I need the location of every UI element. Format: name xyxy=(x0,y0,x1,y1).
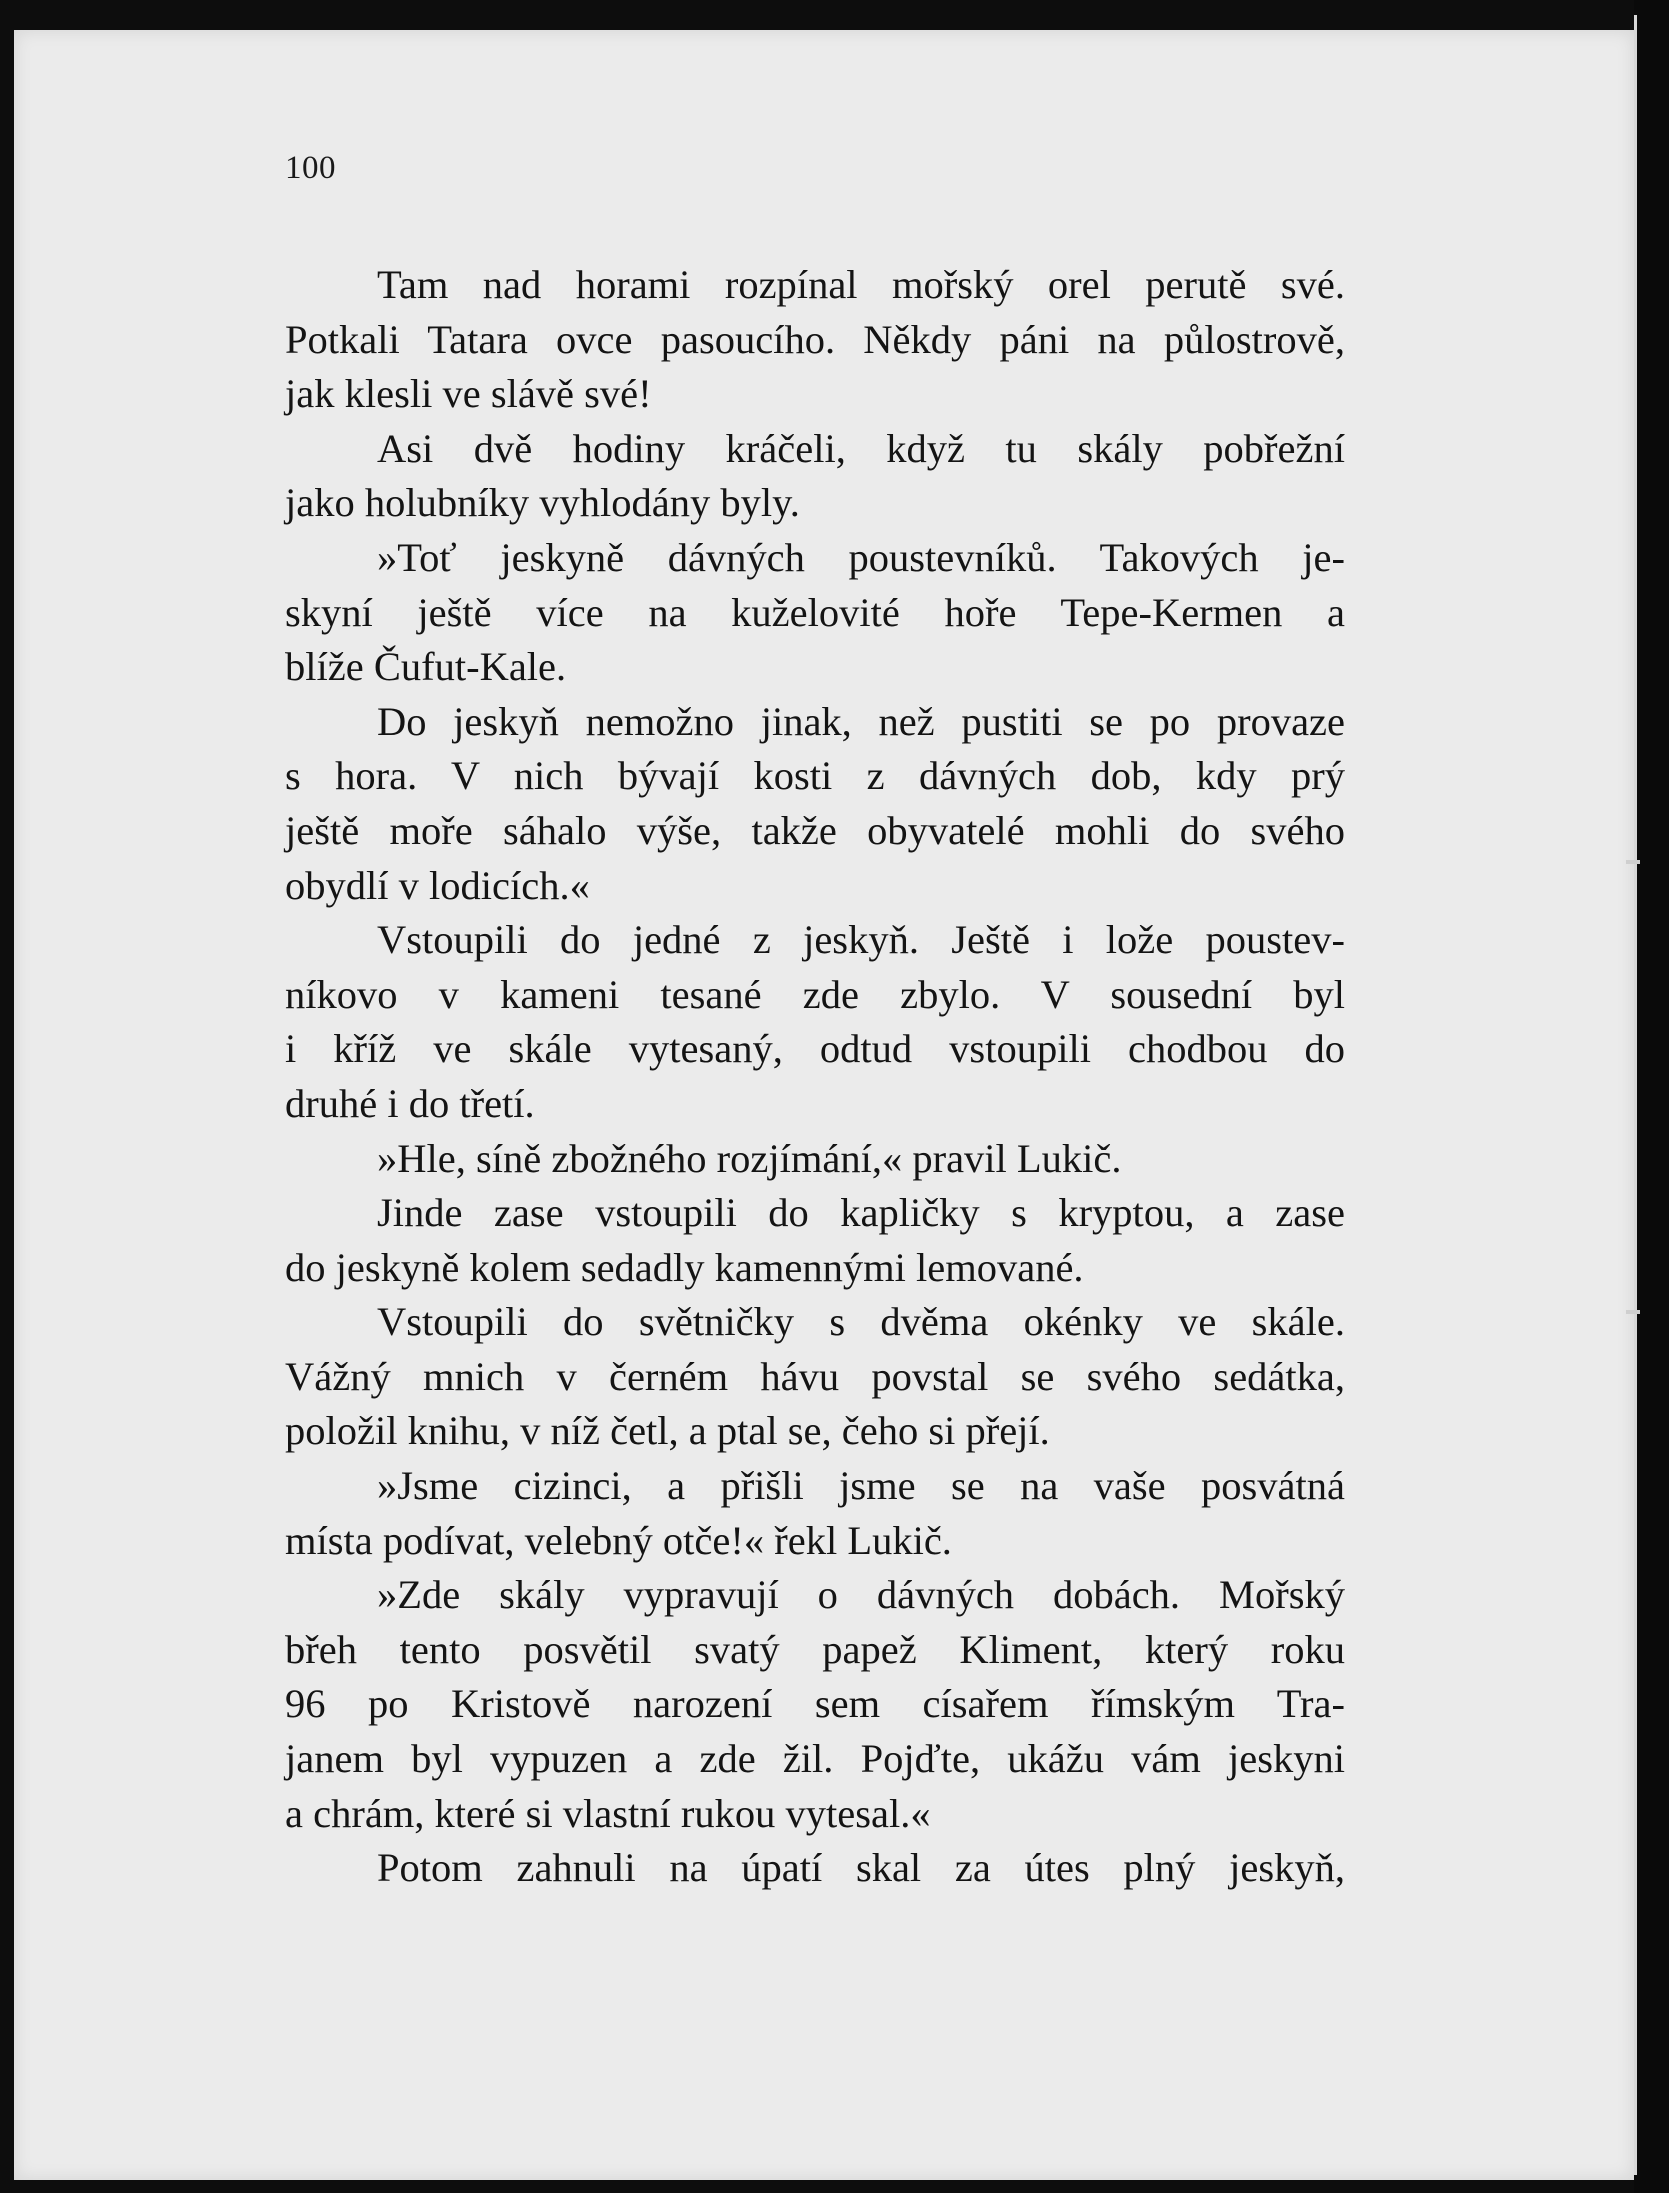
text-line: »Toť jeskyně dávných poustevníků. Takových je- xyxy=(377,534,1345,580)
text-line: místa podívat, velebný otče!« řekl Lukič. xyxy=(285,1517,952,1563)
edge-mark xyxy=(1626,1310,1640,1314)
text-line: i kříž ve skále vytesaný, odtud vstoupili chodbou do xyxy=(285,1026,1345,1072)
text-line: »Hle, síně zbožného rozjímání,« pravil Lukič. xyxy=(377,1135,1122,1181)
text-line: Jinde zase vstoupili do kapličky s kryptou, a zase xyxy=(377,1190,1345,1236)
text-line: druhé i do třetí. xyxy=(285,1080,535,1126)
text-line: ještě moře sáhalo výše, takže obyvatelé mohli do svého xyxy=(285,807,1345,853)
text-line: Potkali Tatara ovce pasoucího. Někdy páni na půlostrově, xyxy=(285,316,1345,362)
text-line: a chrám, které si vlastní rukou vytesal.« xyxy=(285,1790,931,1836)
text-line: níkovo v kameni tesané zde zbylo. V sousední byl xyxy=(285,971,1345,1017)
text-line: břeh tento posvětil svatý papež Kliment, který roku xyxy=(285,1626,1345,1672)
text-line: Potom zahnuli na úpatí skal za útes plný jeskyň, xyxy=(377,1845,1345,1891)
text-line: jako holubníky vyhlodány byly. xyxy=(285,480,800,526)
text-line: Tam nad horami rozpínal mořský orel perutě své. xyxy=(377,262,1345,307)
body-text xyxy=(285,258,1345,1896)
text-line: »Zde skály vypravují o dávných dobách. Mořský xyxy=(377,1572,1345,1618)
text-line: Asi dvě hodiny kráčeli, když tu skály pobřežní xyxy=(377,425,1345,471)
text-line: skyní ještě více na kuželovité hoře Tepe-Kermen a xyxy=(285,589,1345,635)
text-line: do jeskyně kolem sedadly kamennými lemované. xyxy=(285,1244,1084,1290)
scan-edge xyxy=(1634,0,1669,2193)
edge-rule xyxy=(1634,15,1637,2175)
text-line: Vstoupili do světničky s dvěma okénky ve skále. xyxy=(377,1299,1345,1345)
text-line: 96 po Kristově narození sem císařem římským Tra- xyxy=(285,1681,1345,1727)
text-line: Vážný mnich v černém hávu povstal se svého sedátka, xyxy=(285,1353,1345,1399)
text-line: Vstoupili do jedné z jeskyň. Ještě i lože poustev- xyxy=(377,917,1345,963)
text-line: obydlí v lodicích.« xyxy=(285,862,590,908)
text-line: položil knihu, v níž četl, a ptal se, čeho si přejí. xyxy=(285,1408,1050,1454)
page-number: 100 xyxy=(285,150,336,186)
text-line: jak klesli ve slávě své! xyxy=(285,371,652,417)
text-line: blíže Čufut-Kale. xyxy=(285,644,567,690)
text-line: Do jeskyň nemožno jinak, než pustiti se po provaze xyxy=(377,698,1345,744)
text-line: janem byl vypuzen a zde žil. Pojďte, ukážu vám jeskyni xyxy=(285,1736,1345,1782)
text-line: s hora. V nich bývají kosti z dávných dob, kdy prý xyxy=(285,753,1345,799)
text-line: »Jsme cizinci, a přišli jsme se na vaše posvátná xyxy=(377,1463,1345,1509)
edge-mark xyxy=(1626,860,1640,864)
